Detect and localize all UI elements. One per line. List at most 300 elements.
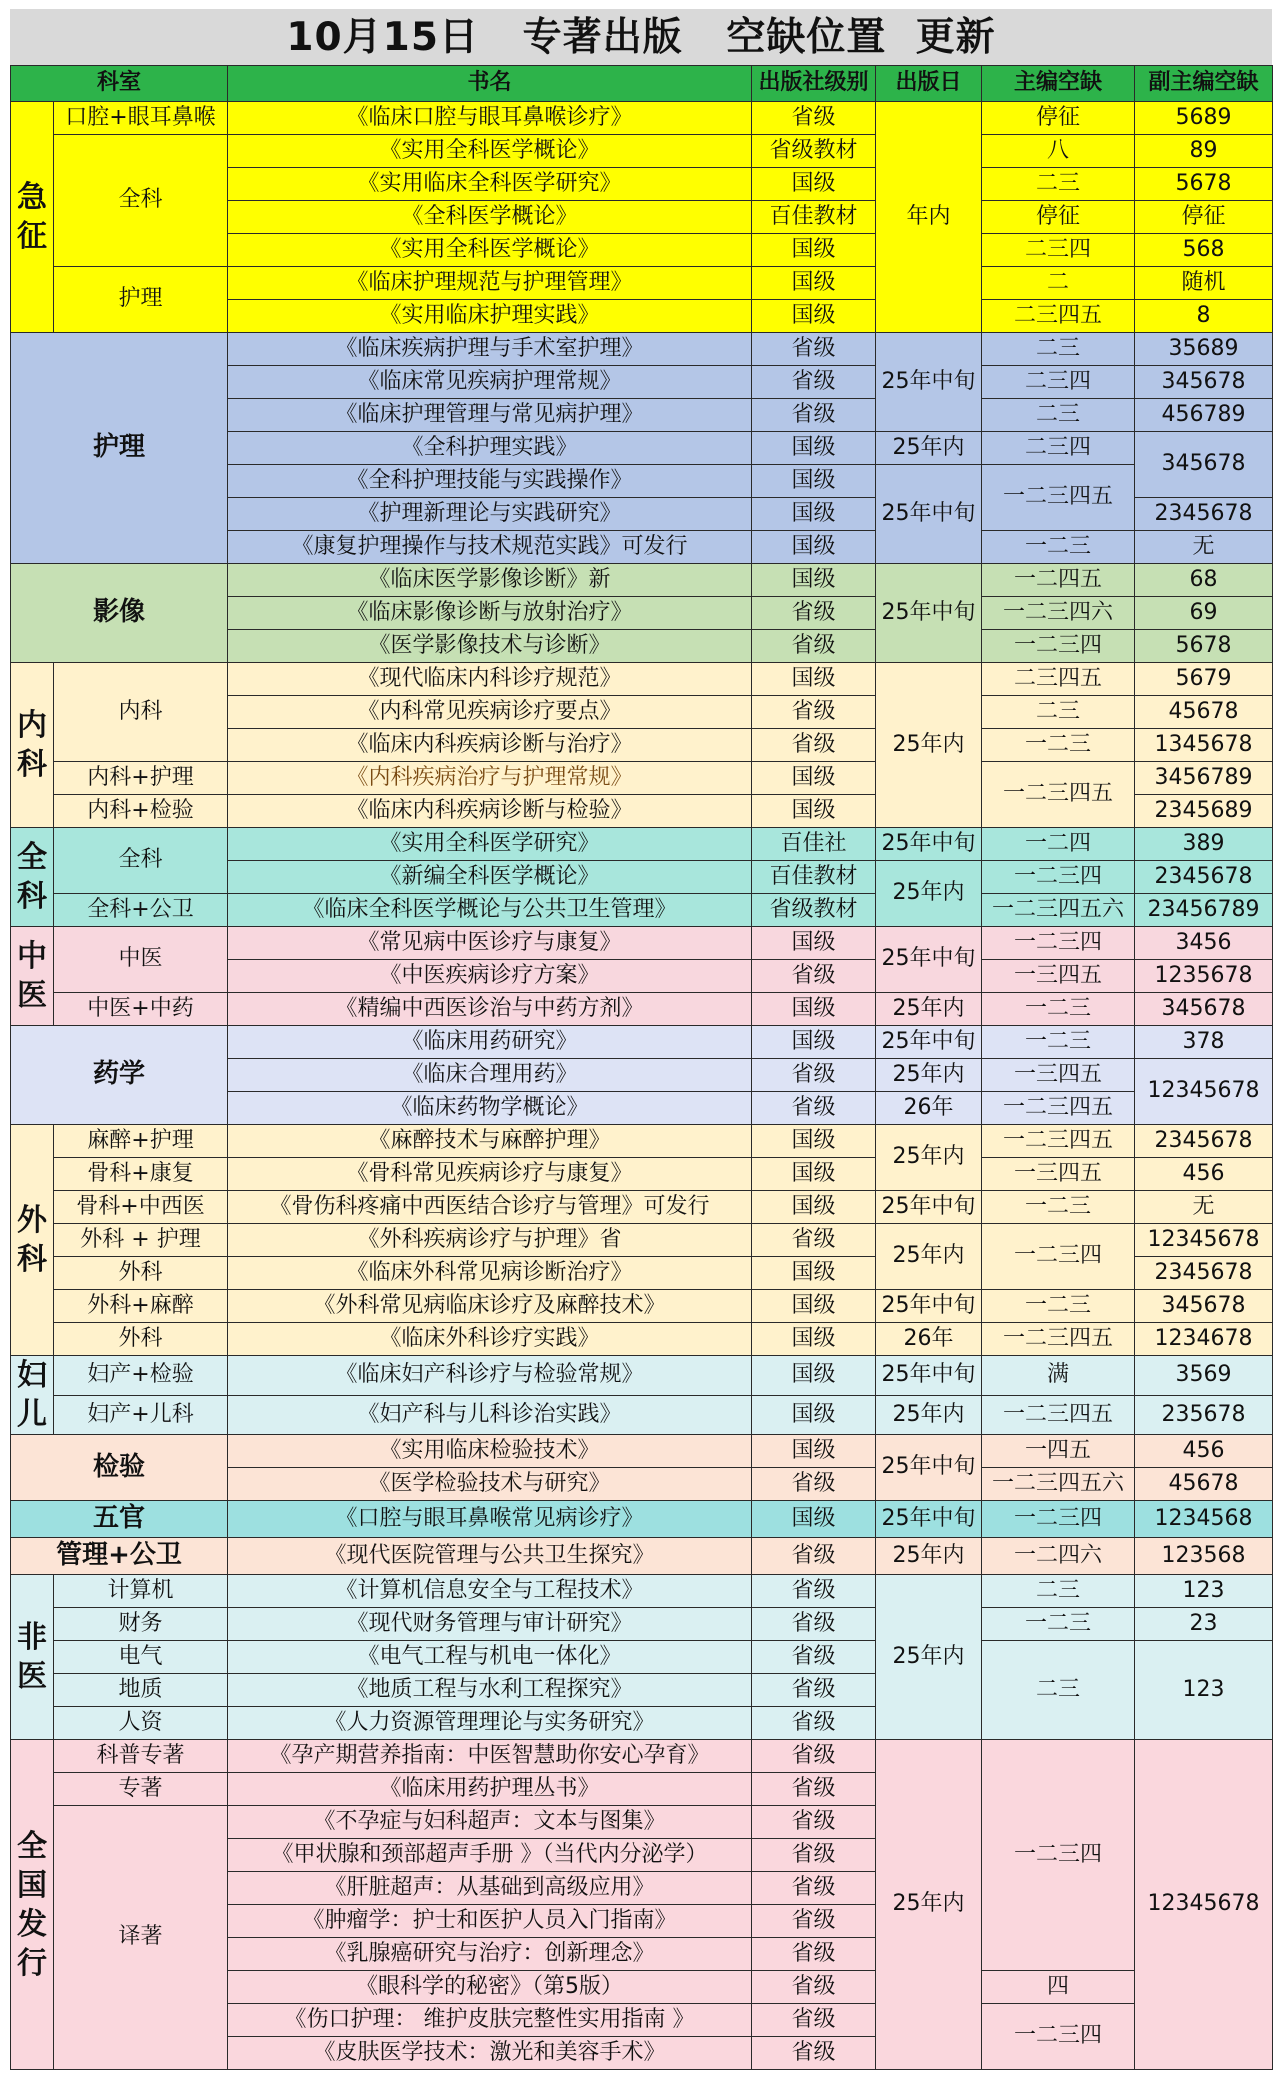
table-cell: 《临床合理用药》 (228, 1059, 752, 1092)
table-cell: 百佳社 (752, 828, 876, 861)
table-cell: 568 (1135, 234, 1273, 267)
table-cell: 2345678 (1135, 498, 1273, 531)
table-cell: 《现代财务管理与审计研究》 (228, 1608, 752, 1641)
table-cell: 《临床用药护理丛书》 (228, 1773, 752, 1806)
table-cell: 停征 (982, 102, 1135, 135)
table-cell: 二三 (982, 168, 1135, 201)
table-cell: 省级 (752, 1707, 876, 1740)
table-cell: 外科 (54, 1323, 228, 1356)
table-cell: 省级 (752, 2037, 876, 2070)
table-cell: 《中医疾病诊疗方案》 (228, 960, 752, 993)
table-cell: 二三 (982, 1575, 1135, 1608)
table-cell: 国级 (752, 927, 876, 960)
table-cell: 378 (1135, 1026, 1273, 1059)
table-cell: 一二三四 (982, 1740, 1135, 1971)
table-cell: 5678 (1135, 630, 1273, 663)
table-cell: 345678 (1135, 366, 1273, 399)
table-cell: 国级 (752, 663, 876, 696)
table-cell: 《全科护理技能与实践操作》 (228, 465, 752, 498)
department-cell: 五官 (11, 1501, 228, 1538)
table-cell: 护理 (54, 267, 228, 333)
table-cell: 国级 (752, 267, 876, 300)
table-row (11, 333, 1273, 366)
table-row (11, 1608, 1273, 1641)
table-row (11, 135, 1273, 168)
table-cell: 25年中旬 (876, 927, 982, 993)
table-cell: 科普专著 (54, 1740, 228, 1773)
table-cell: 二三四五 (982, 300, 1135, 333)
table-cell: 电气 (54, 1641, 228, 1674)
table-cell: 《临床内科疾病诊断与治疗》 (228, 729, 752, 762)
table-cell: 2345689 (1135, 795, 1273, 828)
table-cell: 国级 (752, 498, 876, 531)
table-row (11, 828, 1273, 861)
table-cell: 省级 (752, 1773, 876, 1806)
table-cell: 68 (1135, 564, 1273, 597)
table-cell: 一二三四五 (982, 762, 1135, 828)
table-cell: 骨科+康复 (54, 1158, 228, 1191)
table-cell: 25年中旬 (876, 564, 982, 663)
table-cell: 5678 (1135, 168, 1273, 201)
table-cell: 国级 (752, 1026, 876, 1059)
table-cell: 389 (1135, 828, 1273, 861)
table-cell: 《眼科学的秘密》（第5版） (228, 1971, 752, 2004)
department-cell: 影像 (11, 564, 228, 663)
table-cell: 省级 (752, 1872, 876, 1905)
table-cell: 一二三四 (982, 927, 1135, 960)
table-row (11, 1538, 1273, 1575)
table-cell: 《临床药物学概论》 (228, 1092, 752, 1125)
table-cell: 人资 (54, 1707, 228, 1740)
table-cell: 456789 (1135, 399, 1273, 432)
table-cell: 25年内 (876, 1740, 982, 2070)
table-cell: 12345678 (1135, 1059, 1273, 1125)
vacancy-table (10, 65, 1273, 2070)
table-cell: 89 (1135, 135, 1273, 168)
table-row (11, 993, 1273, 1026)
table-cell: 一二四六 (982, 1538, 1135, 1575)
table-cell: 二三 (982, 333, 1135, 366)
table-cell: 二三四 (982, 366, 1135, 399)
table-cell: 《实用全科医学概论》 (228, 234, 752, 267)
table-cell: 百佳教材 (752, 201, 876, 234)
table-cell: 外科 (54, 1257, 228, 1290)
table-cell: 麻醉+护理 (54, 1125, 228, 1158)
table-cell: 一二三四 (982, 1224, 1135, 1290)
table-cell: 《骨伤科疼痛中西医结合诊疗与管理》可发行 (228, 1191, 752, 1224)
table-cell: 25年内 (876, 993, 982, 1026)
table-cell: 5679 (1135, 663, 1273, 696)
table-cell: 《实用临床护理实践》 (228, 300, 752, 333)
table-cell: 省级 (752, 1224, 876, 1257)
table-cell: 省级 (752, 2004, 876, 2037)
table-cell: 省级 (752, 1092, 876, 1125)
table-cell: 一二四五 (982, 564, 1135, 597)
table-cell: 国级 (752, 1257, 876, 1290)
table-cell: 一三四五 (982, 1059, 1135, 1092)
table-cell: 国级 (752, 795, 876, 828)
table-cell: 省级 (752, 1538, 876, 1575)
table-cell: 《临床医学影像诊断》新 (228, 564, 752, 597)
table-cell: 一二三四五 (982, 1125, 1135, 1158)
table-cell: 《临床外科诊疗实践》 (228, 1323, 752, 1356)
table-cell: 《常见病中医诊疗与康复》 (228, 927, 752, 960)
table-cell: 12345678 (1135, 1224, 1273, 1257)
table-cell: 国级 (752, 1158, 876, 1191)
table-cell: 《康复护理操作与技术规范实践》可发行 (228, 531, 752, 564)
table-cell: 一二三四 (982, 1501, 1135, 1538)
table-cell: 《实用临床检验技术》 (228, 1435, 752, 1468)
table-cell: 满 (982, 1356, 1135, 1396)
table-cell: 全科 (54, 135, 228, 267)
table-cell: 25年内 (876, 1538, 982, 1575)
table-cell: 2345678 (1135, 1257, 1273, 1290)
table-row (11, 1575, 1273, 1608)
table-cell: 《临床全科医学概论与公共卫生管理》 (228, 894, 752, 927)
table-cell: 《伤口护理： 维护皮肤完整性实用指南 》 (228, 2004, 752, 2037)
table-row (11, 1740, 1273, 1773)
table-cell: 《肝脏超声：从基础到高级应用》 (228, 1872, 752, 1905)
table-cell: 25年内 (876, 1395, 982, 1435)
table-cell: 四 (982, 1971, 1135, 2004)
table-cell: 省级 (752, 333, 876, 366)
table-cell: 《临床疾病护理与手术室护理》 (228, 333, 752, 366)
table-cell: 中医+中药 (54, 993, 228, 1026)
table-cell: 国级 (752, 234, 876, 267)
table-cell: 25年内 (876, 861, 982, 927)
table-cell: 国级 (752, 432, 876, 465)
department-cell: 急 征 (11, 102, 54, 333)
publication-sheet (10, 9, 1272, 2070)
table-cell: 一三四五 (982, 960, 1135, 993)
table-cell: 235678 (1135, 1395, 1273, 1435)
table-cell: 计算机 (54, 1575, 228, 1608)
header-department: 科室 (11, 66, 228, 102)
table-cell: 26年 (876, 1323, 982, 1356)
table-cell: 123 (1135, 1641, 1273, 1740)
table-cell: 国级 (752, 1125, 876, 1158)
table-row (11, 1191, 1273, 1224)
table-cell: 内科 (54, 663, 228, 762)
table-cell: 一二四 (982, 828, 1135, 861)
table-cell: 《医学检验技术与研究》 (228, 1468, 752, 1501)
header-chief-editor-vacancy: 主编空缺 (982, 66, 1135, 102)
table-cell: 25年内 (876, 1125, 982, 1191)
table-cell: 《临床妇产科诊疗与检验常规》 (228, 1356, 752, 1396)
table-cell: 一二三四六 (982, 597, 1135, 630)
table-cell: 省级 (752, 1740, 876, 1773)
table-cell: 省级 (752, 1059, 876, 1092)
header-row (11, 66, 1273, 102)
table-cell: 省级 (752, 630, 876, 663)
table-cell: 《现代临床内科诊疗规范》 (228, 663, 752, 696)
table-cell: 一二三四五 (982, 1323, 1135, 1356)
table-cell: 25年中旬 (876, 1290, 982, 1323)
table-cell: 45678 (1135, 696, 1273, 729)
table-cell: 一二三四五六 (982, 894, 1135, 927)
table-cell: 一二三四五六 (982, 1468, 1135, 1501)
table-cell: 456 (1135, 1435, 1273, 1468)
table-cell: 国级 (752, 1395, 876, 1435)
department-cell: 非 医 (11, 1575, 54, 1740)
table-cell: 一二三 (982, 729, 1135, 762)
table-cell: 一二三 (982, 531, 1135, 564)
table-cell: 345678 (1135, 432, 1273, 498)
table-cell: 《内科常见疾病诊疗要点》 (228, 696, 752, 729)
table-cell: 省级教材 (752, 894, 876, 927)
table-cell: 国级 (752, 564, 876, 597)
table-cell: 省级 (752, 1806, 876, 1839)
table-cell: 骨科+中西医 (54, 1191, 228, 1224)
table-body (11, 66, 1273, 2070)
table-cell: 69 (1135, 597, 1273, 630)
table-cell: 23456789 (1135, 894, 1273, 927)
table-cell: 《外科常见病临床诊疗及麻醉技术》 (228, 1290, 752, 1323)
table-cell: 《临床内科疾病诊断与检验》 (228, 795, 752, 828)
table-row (11, 1641, 1273, 1674)
table-row (11, 894, 1273, 927)
table-cell: 345678 (1135, 1290, 1273, 1323)
table-cell: 25年中旬 (876, 1356, 982, 1396)
table-cell: 一二三 (982, 993, 1135, 1026)
department-cell: 全 国 发 行 (11, 1740, 54, 2070)
table-cell: 23 (1135, 1608, 1273, 1641)
table-cell: 省级 (752, 1938, 876, 1971)
table-cell: 中医 (54, 927, 228, 993)
table-cell: 一二三 (982, 1191, 1135, 1224)
table-cell: 省级 (752, 1468, 876, 1501)
table-cell: 一二三四 (982, 861, 1135, 894)
table-cell: 二三 (982, 399, 1135, 432)
department-cell: 检验 (11, 1435, 228, 1501)
table-row (11, 102, 1273, 135)
table-row (11, 1125, 1273, 1158)
table-cell: 省级教材 (752, 135, 876, 168)
table-cell: 《临床护理管理与常见病护理》 (228, 399, 752, 432)
table-cell: 省级 (752, 696, 876, 729)
table-cell: 专著 (54, 1773, 228, 1806)
table-cell: 省级 (752, 1971, 876, 2004)
table-cell: 26年 (876, 1092, 982, 1125)
table-cell: 《现代医院管理与公共卫生探究》 (228, 1538, 752, 1575)
table-cell: 国级 (752, 531, 876, 564)
table-cell: 45678 (1135, 1468, 1273, 1501)
table-cell: 《乳腺癌研究与治疗：创新理念》 (228, 1938, 752, 1971)
table-row (11, 1323, 1273, 1356)
table-cell: 妇产+检验 (54, 1356, 228, 1396)
table-row (11, 762, 1273, 795)
table-cell: 25年内 (876, 663, 982, 828)
table-cell: 国级 (752, 762, 876, 795)
table-row (11, 1395, 1273, 1435)
table-cell: 一三四五 (982, 1158, 1135, 1191)
table-cell: 停征 (1135, 201, 1273, 234)
table-row (11, 564, 1273, 597)
table-cell: 一二三四五 (982, 1395, 1135, 1435)
table-cell: 一二三四五 (982, 465, 1135, 531)
table-cell: 国级 (752, 993, 876, 1026)
table-cell: 1345678 (1135, 729, 1273, 762)
table-cell: 3569 (1135, 1356, 1273, 1396)
table-row (11, 1158, 1273, 1191)
table-cell: 省级 (752, 1641, 876, 1674)
table-cell: 一四五 (982, 1435, 1135, 1468)
table-cell: 一二三四五 (982, 1092, 1135, 1125)
table-cell: 《临床影像诊断与放射治疗》 (228, 597, 752, 630)
table-cell: 《精编中西医诊治与中药方剂》 (228, 993, 752, 1026)
table-cell: 25年内 (876, 432, 982, 465)
table-cell: 25年内 (876, 1575, 982, 1740)
table-cell: 12345678 (1135, 1740, 1273, 2070)
table-cell: 1234678 (1135, 1323, 1273, 1356)
table-cell: 25年内 (876, 1224, 982, 1290)
table-cell: 八 (982, 135, 1135, 168)
table-cell: 二三四 (982, 234, 1135, 267)
table-cell: 《实用临床全科医学研究》 (228, 168, 752, 201)
table-cell: 《不孕症与妇科超声：文本与图集》 (228, 1806, 752, 1839)
table-cell: 25年中旬 (876, 828, 982, 861)
header-deputy-editor-vacancy: 副主编空缺 (1135, 66, 1273, 102)
table-cell: 123568 (1135, 1538, 1273, 1575)
table-cell: 《全科护理实践》 (228, 432, 752, 465)
table-cell: 百佳教材 (752, 861, 876, 894)
table-cell: 1234568 (1135, 1501, 1273, 1538)
table-cell: 《麻醉技术与麻醉护理》 (228, 1125, 752, 1158)
table-cell: 25年中旬 (876, 1435, 982, 1501)
table-cell: 随机 (1135, 267, 1273, 300)
table-cell: 二三四五 (982, 663, 1135, 696)
table-cell: 25年中旬 (876, 1026, 982, 1059)
table-cell: 国级 (752, 1356, 876, 1396)
table-cell: 《临床用药研究》 (228, 1026, 752, 1059)
table-cell: 无 (1135, 531, 1273, 564)
table-cell: 省级 (752, 1674, 876, 1707)
table-cell: 二三 (982, 696, 1135, 729)
table-cell: 省级 (752, 960, 876, 993)
table-cell: 《人力资源管理理论与实务研究》 (228, 1707, 752, 1740)
sheet-title: 10月15日 专著出版 空缺位置 更新 (10, 9, 1272, 65)
table-cell: 《实用全科医学研究》 (228, 828, 752, 861)
table-cell: 二三四 (982, 432, 1135, 465)
table-cell: 《电气工程与机电一体化》 (228, 1641, 752, 1674)
table-cell: 省级 (752, 597, 876, 630)
table-row (11, 1435, 1273, 1468)
table-cell: 国级 (752, 1290, 876, 1323)
table-row (11, 267, 1273, 300)
table-cell: 35689 (1135, 333, 1273, 366)
table-cell: 年内 (876, 102, 982, 333)
table-cell: 《临床常见疾病护理常规》 (228, 366, 752, 399)
table-cell: 《口腔与眼耳鼻喉常见病诊疗》 (228, 1501, 752, 1538)
table-cell: 《临床口腔与眼耳鼻喉诊疗》 (228, 102, 752, 135)
table-cell: 《皮肤医学技术：激光和美容手术》 (228, 2037, 752, 2070)
department-cell: 护理 (11, 333, 228, 564)
table-cell: 地质 (54, 1674, 228, 1707)
table-cell: 3456 (1135, 927, 1273, 960)
table-cell: 《临床外科常见病诊断治疗》 (228, 1257, 752, 1290)
table-cell: 省级 (752, 1905, 876, 1938)
table-cell: 一二三 (982, 1290, 1135, 1323)
table-cell: 25年内 (876, 1059, 982, 1092)
table-cell: 二三 (982, 1641, 1135, 1740)
table-cell: 全科+公卫 (54, 894, 228, 927)
table-cell: 5689 (1135, 102, 1273, 135)
table-cell: 《临床护理规范与护理管理》 (228, 267, 752, 300)
table-cell: 一二三 (982, 1608, 1135, 1641)
department-cell: 中 医 (11, 927, 54, 1026)
table-cell: 25年中旬 (876, 333, 982, 432)
table-cell: 《肿瘤学：护士和医护人员入门指南》 (228, 1905, 752, 1938)
table-row (11, 1224, 1273, 1257)
table-cell: 国级 (752, 465, 876, 498)
table-cell: 《孕产期营养指南：中医智慧助你安心孕育》 (228, 1740, 752, 1773)
table-cell: 2345678 (1135, 1125, 1273, 1158)
table-cell: 省级 (752, 102, 876, 135)
table-cell: 8 (1135, 300, 1273, 333)
table-cell: 《地质工程与水利工程探究》 (228, 1674, 752, 1707)
table-cell: 《甲状腺和颈部超声手册 》（当代内分泌学） (228, 1839, 752, 1872)
header-publisher-level: 出版社级别 (752, 66, 876, 102)
table-cell: 省级 (752, 729, 876, 762)
table-cell: 财务 (54, 1608, 228, 1641)
table-cell: 456 (1135, 1158, 1273, 1191)
table-cell: 《计算机信息安全与工程技术》 (228, 1575, 752, 1608)
table-cell: 《实用全科医学概论》 (228, 135, 752, 168)
table-cell: 25年中旬 (876, 1501, 982, 1538)
department-cell: 管理+公卫 (11, 1538, 228, 1575)
table-cell: 国级 (752, 1191, 876, 1224)
table-row (11, 1290, 1273, 1323)
table-cell: 全科 (54, 828, 228, 894)
table-cell: 省级 (752, 1839, 876, 1872)
department-cell: 外 科 (11, 1125, 54, 1356)
department-cell: 妇 儿 (11, 1356, 54, 1435)
table-cell: 123 (1135, 1575, 1273, 1608)
table-row (11, 1501, 1273, 1538)
table-cell: 外科+麻醉 (54, 1290, 228, 1323)
header-publish-date: 出版日 (876, 66, 982, 102)
table-cell: 《妇产科与儿科诊治实践》 (228, 1395, 752, 1435)
table-cell: 345678 (1135, 993, 1273, 1026)
header-book-title: 书名 (228, 66, 752, 102)
table-cell: 《内科疾病治疗与护理常规》 (228, 762, 752, 795)
table-cell: 译著 (54, 1806, 228, 2070)
table-cell: 省级 (752, 399, 876, 432)
department-cell: 药学 (11, 1026, 228, 1125)
table-cell: 《骨科常见疾病诊疗与康复》 (228, 1158, 752, 1191)
table-cell: 《护理新理论与实践研究》 (228, 498, 752, 531)
table-cell: 省级 (752, 1608, 876, 1641)
table-row (11, 1026, 1273, 1059)
table-cell: 停征 (982, 201, 1135, 234)
department-cell: 内 科 (11, 663, 54, 828)
table-cell: 1235678 (1135, 960, 1273, 993)
table-cell: 国级 (752, 168, 876, 201)
table-cell: 二 (982, 267, 1135, 300)
table-cell: 《医学影像技术与诊断》 (228, 630, 752, 663)
table-cell: 国级 (752, 1435, 876, 1468)
table-cell: 2345678 (1135, 861, 1273, 894)
table-cell: 25年中旬 (876, 465, 982, 564)
table-row (11, 1356, 1273, 1396)
table-cell: 省级 (752, 366, 876, 399)
table-row (11, 663, 1273, 696)
table-cell: 内科+护理 (54, 762, 228, 795)
table-cell: 国级 (752, 1501, 876, 1538)
department-cell: 全 科 (11, 828, 54, 927)
table-cell: 《外科疾病诊疗与护理》省 (228, 1224, 752, 1257)
table-cell: 25年中旬 (876, 1191, 982, 1224)
